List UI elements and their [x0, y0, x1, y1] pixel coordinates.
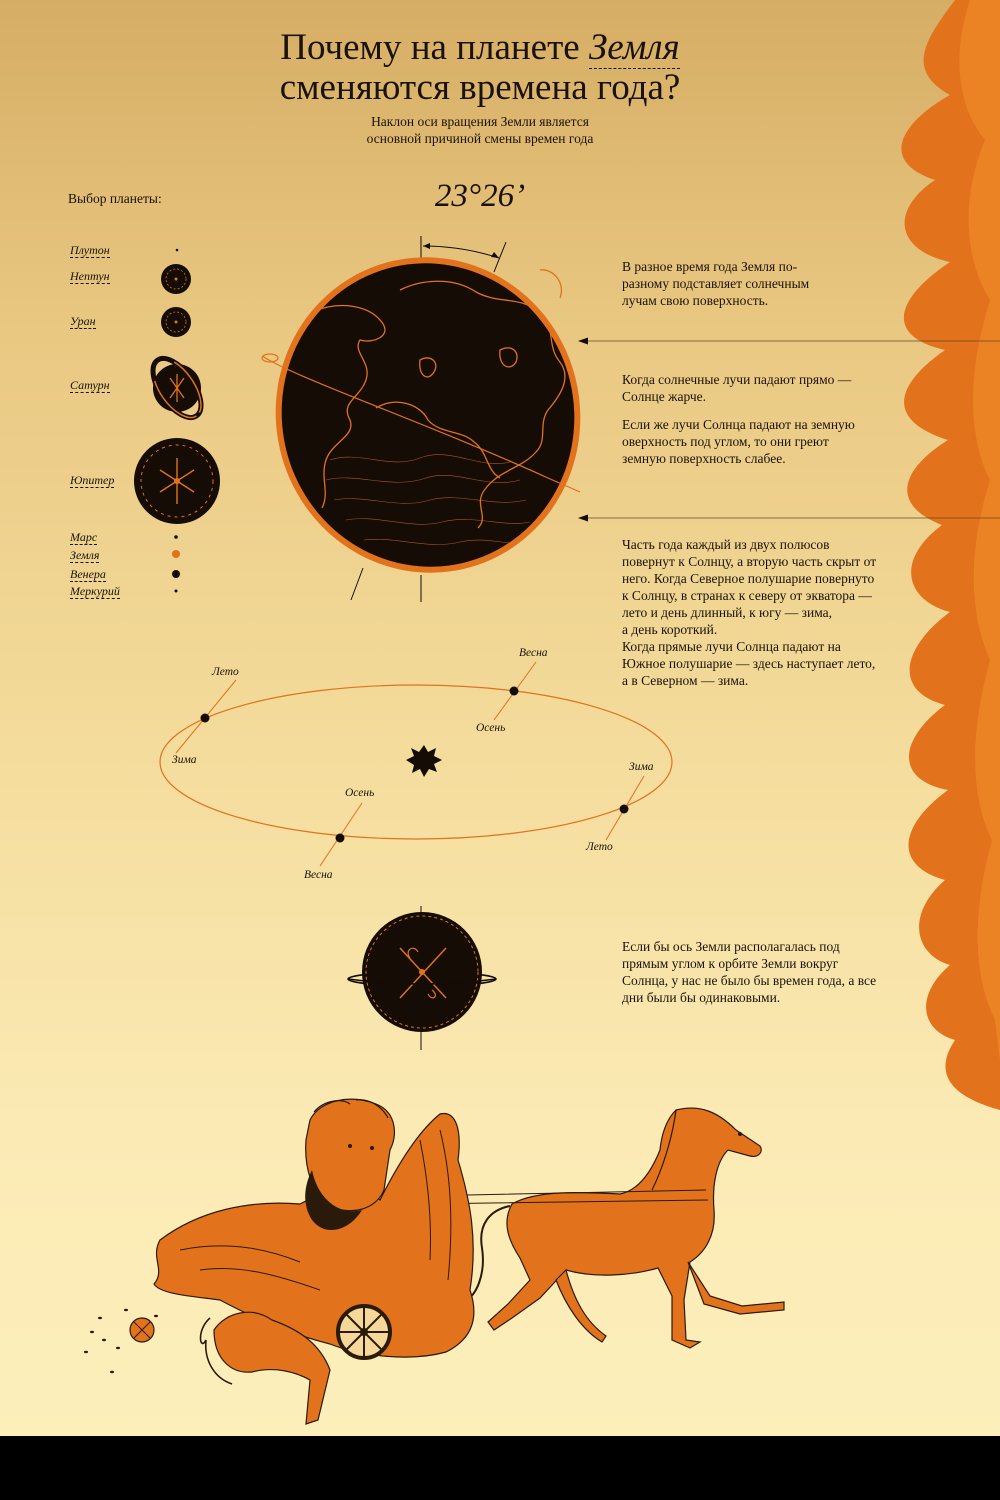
text-poles-part2: а день короткий. [622, 622, 718, 637]
planet-link-neptune[interactable]: Нептун [70, 269, 110, 283]
season-label-spring-4: Весна [304, 869, 333, 881]
text-block-direct-rays: Когда солнечные лучи падают прямо — Солнце жарче. [622, 372, 852, 404]
axis-angle-value: 23°26’ [434, 178, 526, 214]
season-label-autumn-4: Осень [345, 787, 375, 799]
planet-link-mars[interactable]: Марс [70, 530, 98, 544]
text-block-perpendicular: Если бы ось Земли располагалась под прямым углом к орбите Земли вокруг Солнца, у нас не было бы времен года, а все дни были бы одинаковыми. [622, 939, 877, 1005]
planet-link-uranus[interactable]: Уран [70, 314, 96, 328]
planet-selector-label: Выбор планеты: [68, 191, 162, 206]
planet-link-saturn[interactable]: Сатурн [70, 378, 110, 392]
horse-figure [420, 1108, 784, 1348]
planet-link-jupiter[interactable]: Юпитер [70, 473, 115, 487]
season-label-summer-1: Лето [212, 666, 239, 678]
season-label-winter-3: Зима [629, 761, 654, 773]
text-block-surface: В разное время года Земля по-разному подставляет солнечным лучам свою поверхность. [622, 259, 810, 308]
season-label-autumn-2: Осень [476, 722, 506, 734]
chariot-wheel [338, 1306, 390, 1358]
title-line1: Почему на планете [280, 27, 589, 68]
season-label-summer-3: Лето [586, 841, 613, 853]
subtitle-line1: Наклон оси вращения Земли является [371, 114, 589, 129]
planet-link-venus[interactable]: Венера [70, 567, 106, 581]
season-label-winter-1: Зима [172, 754, 197, 766]
planet-link-pluto[interactable]: Плутон [70, 243, 110, 257]
planet-link-mercury[interactable]: Меркурий [70, 584, 120, 598]
planet-link-earth[interactable]: Земля [70, 548, 100, 562]
title-earth-link[interactable]: Земля [588, 27, 680, 68]
text-block-angled-rays: Если же лучи Солнца падают на земную оверхность под углом, то они греют земную поверхность слабее. [622, 417, 855, 466]
subtitle-line2: основной причиной смены времен года [366, 131, 594, 146]
text-poles-part1: Часть года каждый из двух полюсов повернут к Солнцу, а вторую часть скрыт от него. Когда Северное полушарие повернуто к Солнцу, в странах к северу от экватора — лето и день длинный, к югу — зима, [622, 537, 877, 620]
fruit-and-seeds [84, 1309, 158, 1373]
footer-bar [0, 1436, 1000, 1500]
season-label-spring-2: Весна [519, 647, 548, 659]
title-line2: сменяются времена года? [279, 67, 681, 108]
text-poles-part3: Когда прямые лучи Солнца падают на Южное полушарие — здесь наступает лето, а в Северном — зима. [622, 639, 876, 688]
